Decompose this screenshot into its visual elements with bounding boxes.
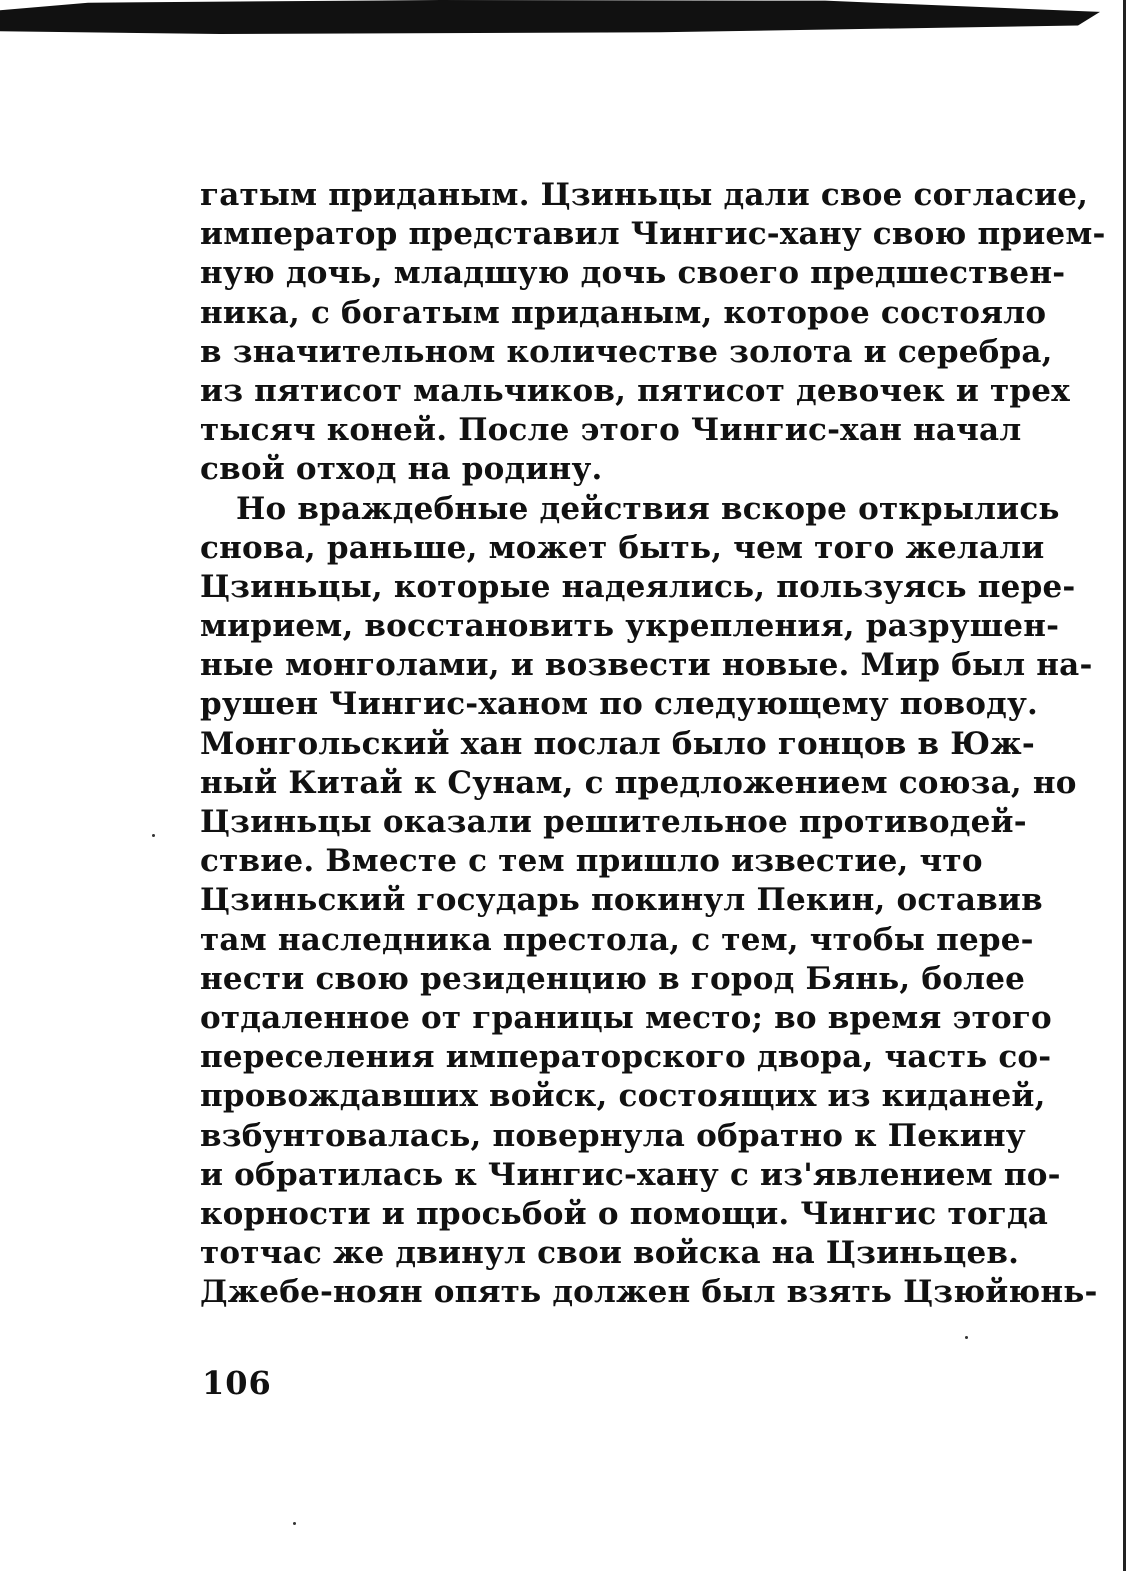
text-line: нести свою резиденцию в город Бянь, более (200, 960, 1026, 997)
text-line: рушен Чингис-ханом по следующему поводу. (200, 686, 1039, 723)
scan-speck (965, 1336, 968, 1339)
text-line: отдаленное от границы место; во время этого (200, 999, 1052, 1036)
text-line: Цзиньцы, которые надеялись, пользуясь пере- (200, 568, 1076, 605)
text-line: Монгольский хан послал было гонцов в Юж- (200, 725, 1035, 762)
text-line: тысяч коней. После этого Чингис-хан начал (200, 412, 1022, 449)
text-line: Цзиньский государь покинул Пекин, оставив (200, 882, 1043, 919)
text-line: корности и просьбой о помощи. Чингис тогда (200, 1195, 1049, 1232)
text-line: ную дочь, младшую дочь своего предшествен- (200, 255, 1066, 292)
scan-speck (152, 834, 155, 837)
text-line: свой отход на родину. (200, 451, 603, 488)
text-line: ные монголами, и возвести новые. Мир был на- (200, 647, 1093, 684)
text-line: там наследника престола, с тем, чтобы пере- (200, 921, 1034, 958)
text-line: и обратилась к Чингис-хану с из'явлением по- (200, 1156, 1061, 1193)
text-line: взбунтовалась, повернула обратно к Пекину (200, 1117, 1026, 1154)
text-line: ный Китай к Сунам, с предложением союза, но (200, 764, 1077, 801)
body-text (200, 176, 1106, 1312)
scan-top-edge (0, 0, 1100, 34)
text-line: снова, раньше, может быть, чем того желали (200, 529, 1045, 566)
text-line: из пятисот мальчиков, пятисот девочек и трех (200, 372, 1070, 409)
text-line: провождавших войск, состоящих из киданей, (200, 1078, 1046, 1115)
text-line: ствие. Вместе с тем пришло известие, что (200, 843, 983, 880)
text-line: переселения императорского двора, часть со- (200, 1039, 1052, 1076)
scan-right-edge (1123, 0, 1126, 1571)
text-line: Цзиньцы оказали решительное противодей- (200, 804, 1027, 840)
text-line: ника, с богатым приданым, которое состояло (200, 294, 1047, 331)
text-line: император представил Чингис-хану свою прием- (200, 216, 1106, 253)
text-line: Джебе-ноян опять должен был взять Цзюйюнь- (200, 1274, 1098, 1311)
text-line: тотчас же двинул свои войска на Цзиньцев. (200, 1235, 1020, 1272)
text-line: гатым приданым. Цзиньцы дали свое согласие, (200, 177, 1089, 213)
text-line: в значительном количестве золота и серебра, (200, 333, 1053, 370)
scan-speck (293, 1522, 296, 1525)
text-line: мирием, восстановить укрепления, разрушен- (200, 608, 1060, 645)
page-number: 106 (202, 1364, 272, 1402)
text-line: Но враждебные действия вскоре открылись (236, 490, 1060, 527)
